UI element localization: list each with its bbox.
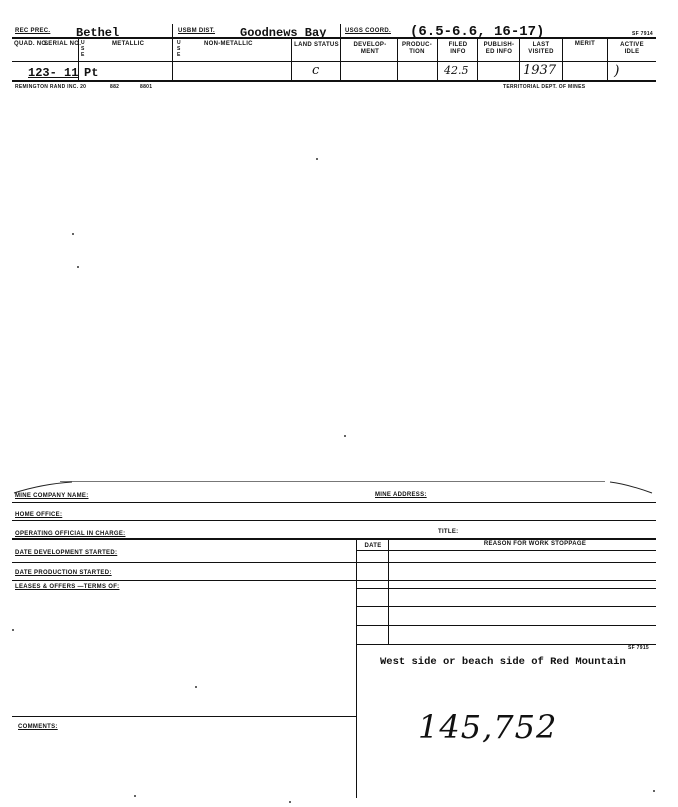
leases-offers-label: LEASES & OFFERS —TERMS OF: — [15, 584, 120, 590]
published-info-header: PUBLISH-ED INFO — [483, 42, 515, 55]
rule-comments — [12, 716, 356, 717]
rule-stoppage-header — [356, 550, 656, 551]
rule-home-office — [12, 520, 656, 521]
scan-speck — [316, 158, 318, 160]
col-divider — [397, 37, 398, 80]
quad-no-header: QUAD. NO. — [14, 41, 49, 47]
printer-imprint: REMINGTON RAND INC. 20 — [15, 84, 87, 90]
land-status-header: LAND STATUS — [294, 42, 339, 48]
metallic-header: METALLIC — [112, 41, 145, 47]
filed-info-header: FILED INFO — [448, 42, 468, 55]
usgs-coord-value: (6.5-6.6, 16-17) — [410, 24, 545, 40]
col-divider — [477, 37, 478, 80]
divider-date-col — [388, 538, 389, 644]
rule-prod-started — [12, 580, 656, 581]
col-divider — [291, 37, 292, 80]
divider-main — [356, 538, 357, 798]
rule-stoppage-row — [356, 644, 656, 645]
usbm-dist-value: Goodnews Bay — [240, 26, 327, 40]
use-marker-metallic: U S E — [81, 40, 85, 58]
development-header: DEVELOP-MENT — [353, 42, 387, 55]
col-divider — [519, 37, 520, 80]
use-marker-non-metallic: U S E — [177, 40, 181, 58]
active-idle-header: ACTIVE IDLE — [620, 42, 644, 55]
rec-prec-value: Bethel — [76, 26, 120, 40]
production-header: PRODUC-TION — [401, 42, 433, 55]
last-visited-value: 1937 — [523, 63, 557, 78]
scan-speck — [344, 435, 346, 437]
home-office-label: HOME OFFICE: — [15, 512, 63, 518]
location-note: West side or beach side of Red Mountain — [380, 656, 626, 668]
department-imprint: TERRITORIAL DEPT. OF MINES — [503, 84, 586, 90]
rule-company — [12, 502, 656, 503]
top-card-rule-2 — [12, 61, 656, 62]
scan-speck — [653, 790, 655, 792]
scan-speck — [72, 233, 74, 235]
scan-speck — [12, 629, 14, 631]
rule-dev-started — [12, 562, 656, 563]
rule-official — [12, 538, 656, 540]
printer-code-2: 8801 — [140, 84, 153, 90]
serial-no-header: SERIAL NO. — [44, 41, 82, 47]
filed-info-value: 42.5 — [444, 64, 469, 77]
scan-speck — [77, 266, 79, 268]
merit-header: MERIT — [574, 41, 596, 47]
operating-official-label: OPERATING OFFICIAL IN CHARGE: — [15, 531, 126, 537]
usbm-dist-label: USBM DIST. — [178, 28, 216, 34]
bottom-form-number: SF 7915 — [628, 645, 650, 651]
quad-serial-value: 123- 11 — [28, 66, 79, 80]
col-divider — [437, 37, 438, 80]
handwritten-number: 145,752 — [418, 708, 558, 746]
scan-speck — [289, 801, 291, 803]
card-edge-curves — [12, 478, 654, 498]
printer-code-1: 882 — [110, 84, 120, 90]
col-divider — [562, 37, 563, 80]
rule-stoppage-row — [356, 606, 656, 607]
non-metallic-header: NON-METALLIC — [204, 41, 253, 47]
last-visited-header: LAST VISITED — [528, 42, 554, 55]
work-stoppage-column-header: REASON FOR WORK STOPPAGE — [483, 541, 587, 547]
scan-speck — [195, 686, 197, 688]
comments-label: COMMENTS: — [18, 724, 58, 730]
rec-prec-label: REC PREC. — [15, 28, 51, 34]
rule-stoppage-row — [356, 625, 656, 626]
mine-address-label: MINE ADDRESS: — [375, 492, 427, 498]
active-idle-value: ) — [614, 63, 620, 79]
usgs-coord-label: USGS COORD. — [345, 28, 391, 34]
top-form-number: SF 7914 — [632, 31, 654, 37]
mine-company-name-label: MINE COMPANY NAME: — [15, 493, 89, 499]
divider-usgs-coord — [340, 24, 341, 81]
metallic-value: Pt — [84, 66, 99, 80]
top-card-rule-3 — [12, 80, 656, 82]
col-divider — [607, 37, 608, 80]
land-status-value: c — [312, 63, 320, 78]
rule-stoppage-row — [356, 588, 656, 589]
date-production-started-label: DATE PRODUCTION STARTED: — [15, 570, 112, 576]
date-development-started-label: DATE DEVELOPMENT STARTED: — [15, 550, 118, 556]
scan-speck — [134, 795, 136, 797]
date-column-header: DATE — [364, 543, 382, 549]
title-label: TITLE: — [438, 529, 459, 535]
divider-usgs-dist — [172, 24, 173, 81]
